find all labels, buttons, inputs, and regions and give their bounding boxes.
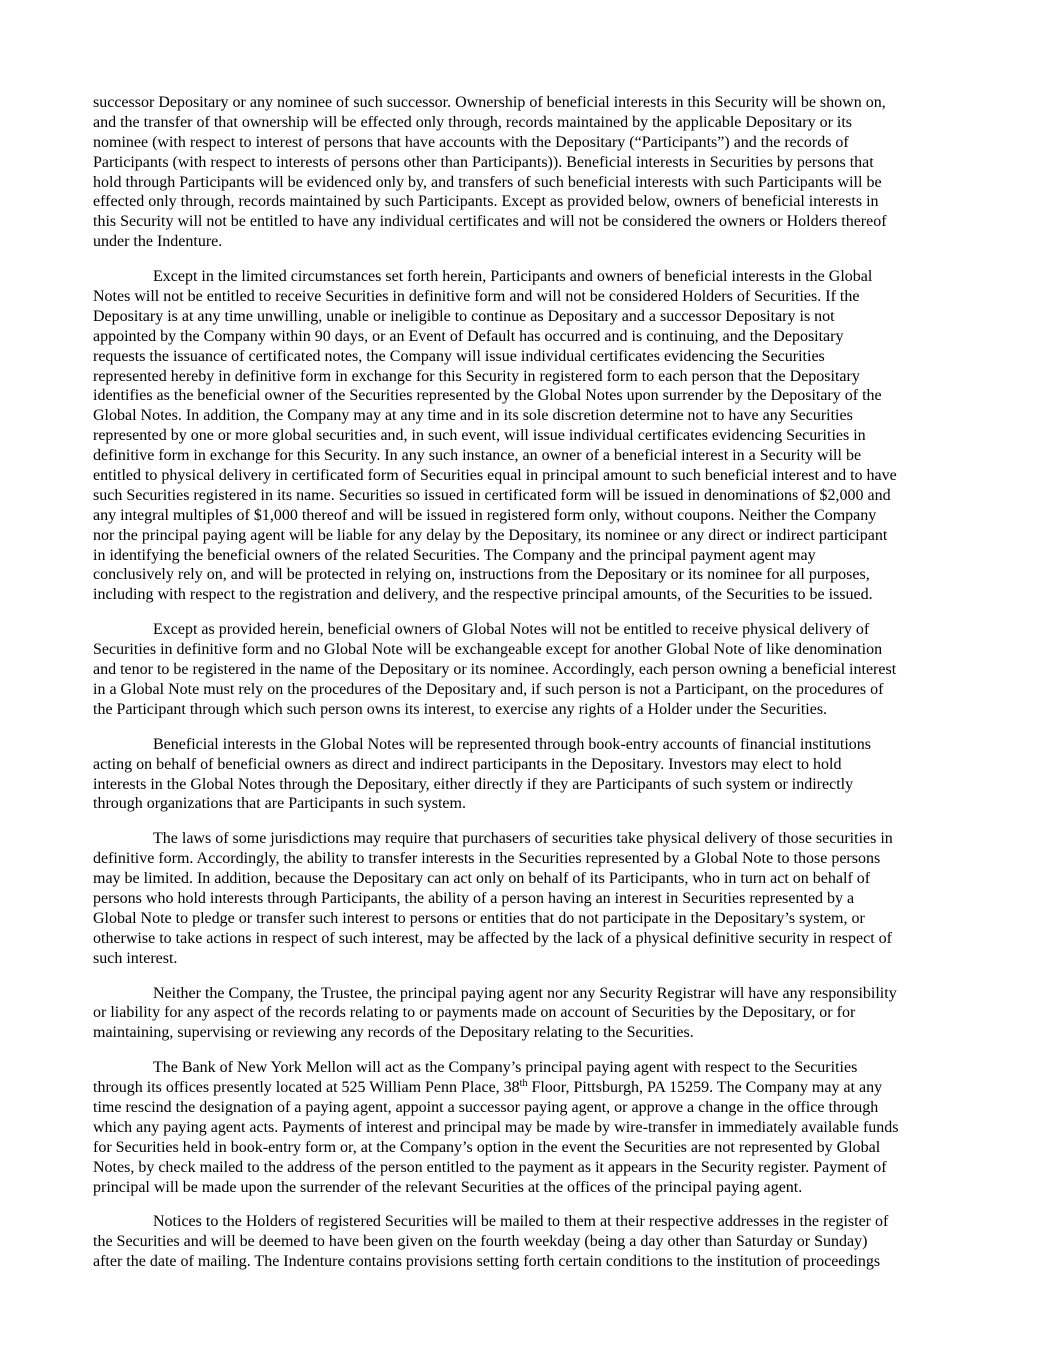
text-line: Global Notes. In addition, the Company may at any time and in its sole discretion determine not to have any Securities [93, 407, 853, 425]
superscript: th [519, 1078, 528, 1090]
text-line: acting on behalf of beneficial owners as direct and indirect participants in the Depositary. Investors may elect to hold [93, 755, 842, 773]
text-line: conclusively rely on, and will be protected in relying on, instructions from the Depositary or its nominee for all purposes, [93, 566, 870, 584]
text-line: definitive form in exchange for this Security. In any such instance, an owner of a beneficial interest in a Security will be [93, 447, 862, 465]
text-line: after the date of mailing. The Indenture contains provisions setting forth certain conditions to the institution of proceedings [93, 1253, 881, 1271]
text-line: including with respect to the registration and delivery, and the respective principal amounts, of the Securities to be issued. [93, 586, 873, 604]
text-segment: Floor, Pittsburgh, PA 15259. The Company may at any [527, 1079, 883, 1097]
text-line: entitled to physical delivery in certificated form of Securities equal in principal amount to such beneficial interest and to have [93, 467, 897, 485]
text-line: Notes, by check mailed to the address of the person entitled to the payment as it appears in the Security register. Payment of [93, 1158, 887, 1176]
text-line: Notices to the Holders of registered Securities will be mailed to them at their respective addresses in the register of [153, 1213, 889, 1231]
text-line: for Securities held in book-entry form or, at the Company’s option in the event the Securities are not represented by Global [93, 1138, 881, 1156]
document-page [93, 93, 973, 1287]
paragraph [93, 93, 973, 252]
paragraph [93, 620, 973, 719]
text-segment: through its offices presently located at 525 William Penn Place, 38 [93, 1079, 520, 1097]
text-line: time rescind the designation of a paying agent, appoint a successor paying agent, or approve a change in the office through [93, 1098, 879, 1116]
text-line: through organizations that are Participants in such system. [93, 795, 466, 813]
text-line: interests in the Global Notes through the Depositary, either directly if they are Participants of such system or indirectly [93, 775, 854, 793]
paragraph [93, 1212, 973, 1272]
text-line: in identifying the beneficial owners of the related Securities. The Company and the principal payment agent may [93, 546, 816, 564]
text-line: represented by one or more global securities and, in such event, will issue individual certificates evidencing Securities in [93, 427, 866, 445]
paragraph [93, 984, 973, 1044]
text-line: otherwise to take actions in respect of such interest, may be affected by the lack of a physical definitive security in respect of [93, 929, 892, 947]
text-line: Beneficial interests in the Global Notes will be represented through book-entry accounts of financial institutions [153, 735, 872, 753]
text-line: identifies as the beneficial owner of the Securities represented by the Global Notes upon surrender by the Depositary of the [93, 387, 882, 405]
text-line: Except as provided herein, beneficial owners of Global Notes will not be entitled to receive physical delivery of [153, 621, 870, 639]
text-line: The Bank of New York Mellon will act as the Company’s principal paying agent with respect to the Securities [153, 1059, 858, 1077]
paragraph [93, 267, 973, 605]
text-line: successor Depositary or any nominee of such successor. Ownership of beneficial interests in this Security will be shown on, [93, 94, 886, 111]
text-line: persons who hold interests through Participants, the ability of a person having an interest in Securities represented by a [93, 889, 855, 907]
text-line: represented hereby in definitive form in exchange for this Security in registered form to each person that the Depositary [93, 367, 860, 385]
text-line: The laws of some jurisdictions may require that purchasers of securities take physical delivery of those securities in [153, 830, 893, 848]
text-line: Notes will not be entitled to receive Securities in definitive form and will not be considered Holders of Securities. If the [93, 288, 860, 306]
text-line: nominee (with respect to interest of persons that have accounts with the Depositary (“Participants”) and the records of [93, 133, 849, 151]
text-line: nor the principal paying agent will be liable for any delay by the Depositary, its nominee or any direct or indirect participant [93, 526, 888, 544]
text-line: appointed by the Company within 90 days, or an Event of Default has occurred and is continuing, and the Depositary [93, 327, 844, 345]
text-line: any integral multiples of $1,000 thereof and will be issued in registered form only, without coupons. Neither the Company [93, 506, 877, 524]
text-line: under the Indenture. [93, 233, 223, 251]
text-line: maintaining, supervising or reviewing any records of the Depositary relating to the Securities. [93, 1024, 694, 1042]
paragraph [93, 829, 973, 968]
text-line: definitive form. Accordingly, the ability to transfer interests in the Securities represented by a Global Note to those persons [93, 850, 881, 868]
text-line: such interest. [93, 949, 178, 967]
text-line: the Participant through which such person owns its interest, to exercise any rights of a Holder under the Securities. [93, 700, 828, 718]
text-line: may be limited. In addition, because the Depositary can act only on behalf of its Participants, who in turn act on behalf of [93, 870, 871, 888]
text-line: in a Global Note must rely on the procedures of the Depositary and, if such person is not a Participant, on the procedures of [93, 680, 884, 698]
text-line: Participants (with respect to interests of persons other than Participants)). Beneficial interests in Securities by persons that [93, 153, 874, 171]
text-line [93, 1078, 973, 1098]
text-line: Depositary is at any time unwilling, unable or ineligible to continue as Depositary and a successor Depositary is not [93, 307, 835, 325]
text-line: requests the issuance of certificated notes, the Company will issue individual certificates evidencing the Securities [93, 347, 825, 365]
text-line: such Securities registered in its name. Securities so issued in certificated form will be issued in denominations of $2,000 and [93, 486, 891, 504]
text-line: the Securities and will be deemed to have been given on the fourth weekday (being a day other than Saturday or Sunday) [93, 1233, 868, 1251]
text-line: and the transfer of that ownership will be effected only through, records maintained by the applicable Depositary or its [93, 113, 853, 131]
text-line: which any paying agent acts. Payments of interest and principal may be made by wire-transfer in immediately available funds [93, 1118, 899, 1136]
text-line: or liability for any aspect of the records relating to or payments made on account of Securities by the Depositary, or for [93, 1004, 856, 1022]
text-line: effected only through, records maintained by such Participants. Except as provided below, owners of beneficial interests in [93, 193, 879, 211]
text-line: Securities in definitive form and no Global Note will be exchangeable except for another Global Note of like denomination [93, 641, 883, 659]
paragraph [93, 735, 973, 815]
text-line: Neither the Company, the Trustee, the principal paying agent nor any Security Registrar will have any responsibility [153, 984, 897, 1002]
text-line: principal will be made upon the surrender of the relevant Securities at the offices of the principal paying agent. [93, 1178, 803, 1196]
text-line: and tenor to be registered in the name of the Depositary or its nominee. Accordingly, each person owning a beneficial interest [93, 661, 897, 679]
paragraph [93, 1058, 973, 1197]
text-line: this Security will not be entitled to have any individual certificates and will not be considered the owners or Holders thereof [93, 213, 887, 231]
text-line: Global Note to pledge or transfer such interest to persons or entities that do not participate in the Depositary’s system, or [93, 909, 865, 927]
text-line: Except in the limited circumstances set forth herein, Participants and owners of beneficial interests in the Global [153, 268, 873, 286]
text-line: hold through Participants will be evidenced only by, and transfers of such beneficial interests with such Participants will be [93, 173, 882, 191]
